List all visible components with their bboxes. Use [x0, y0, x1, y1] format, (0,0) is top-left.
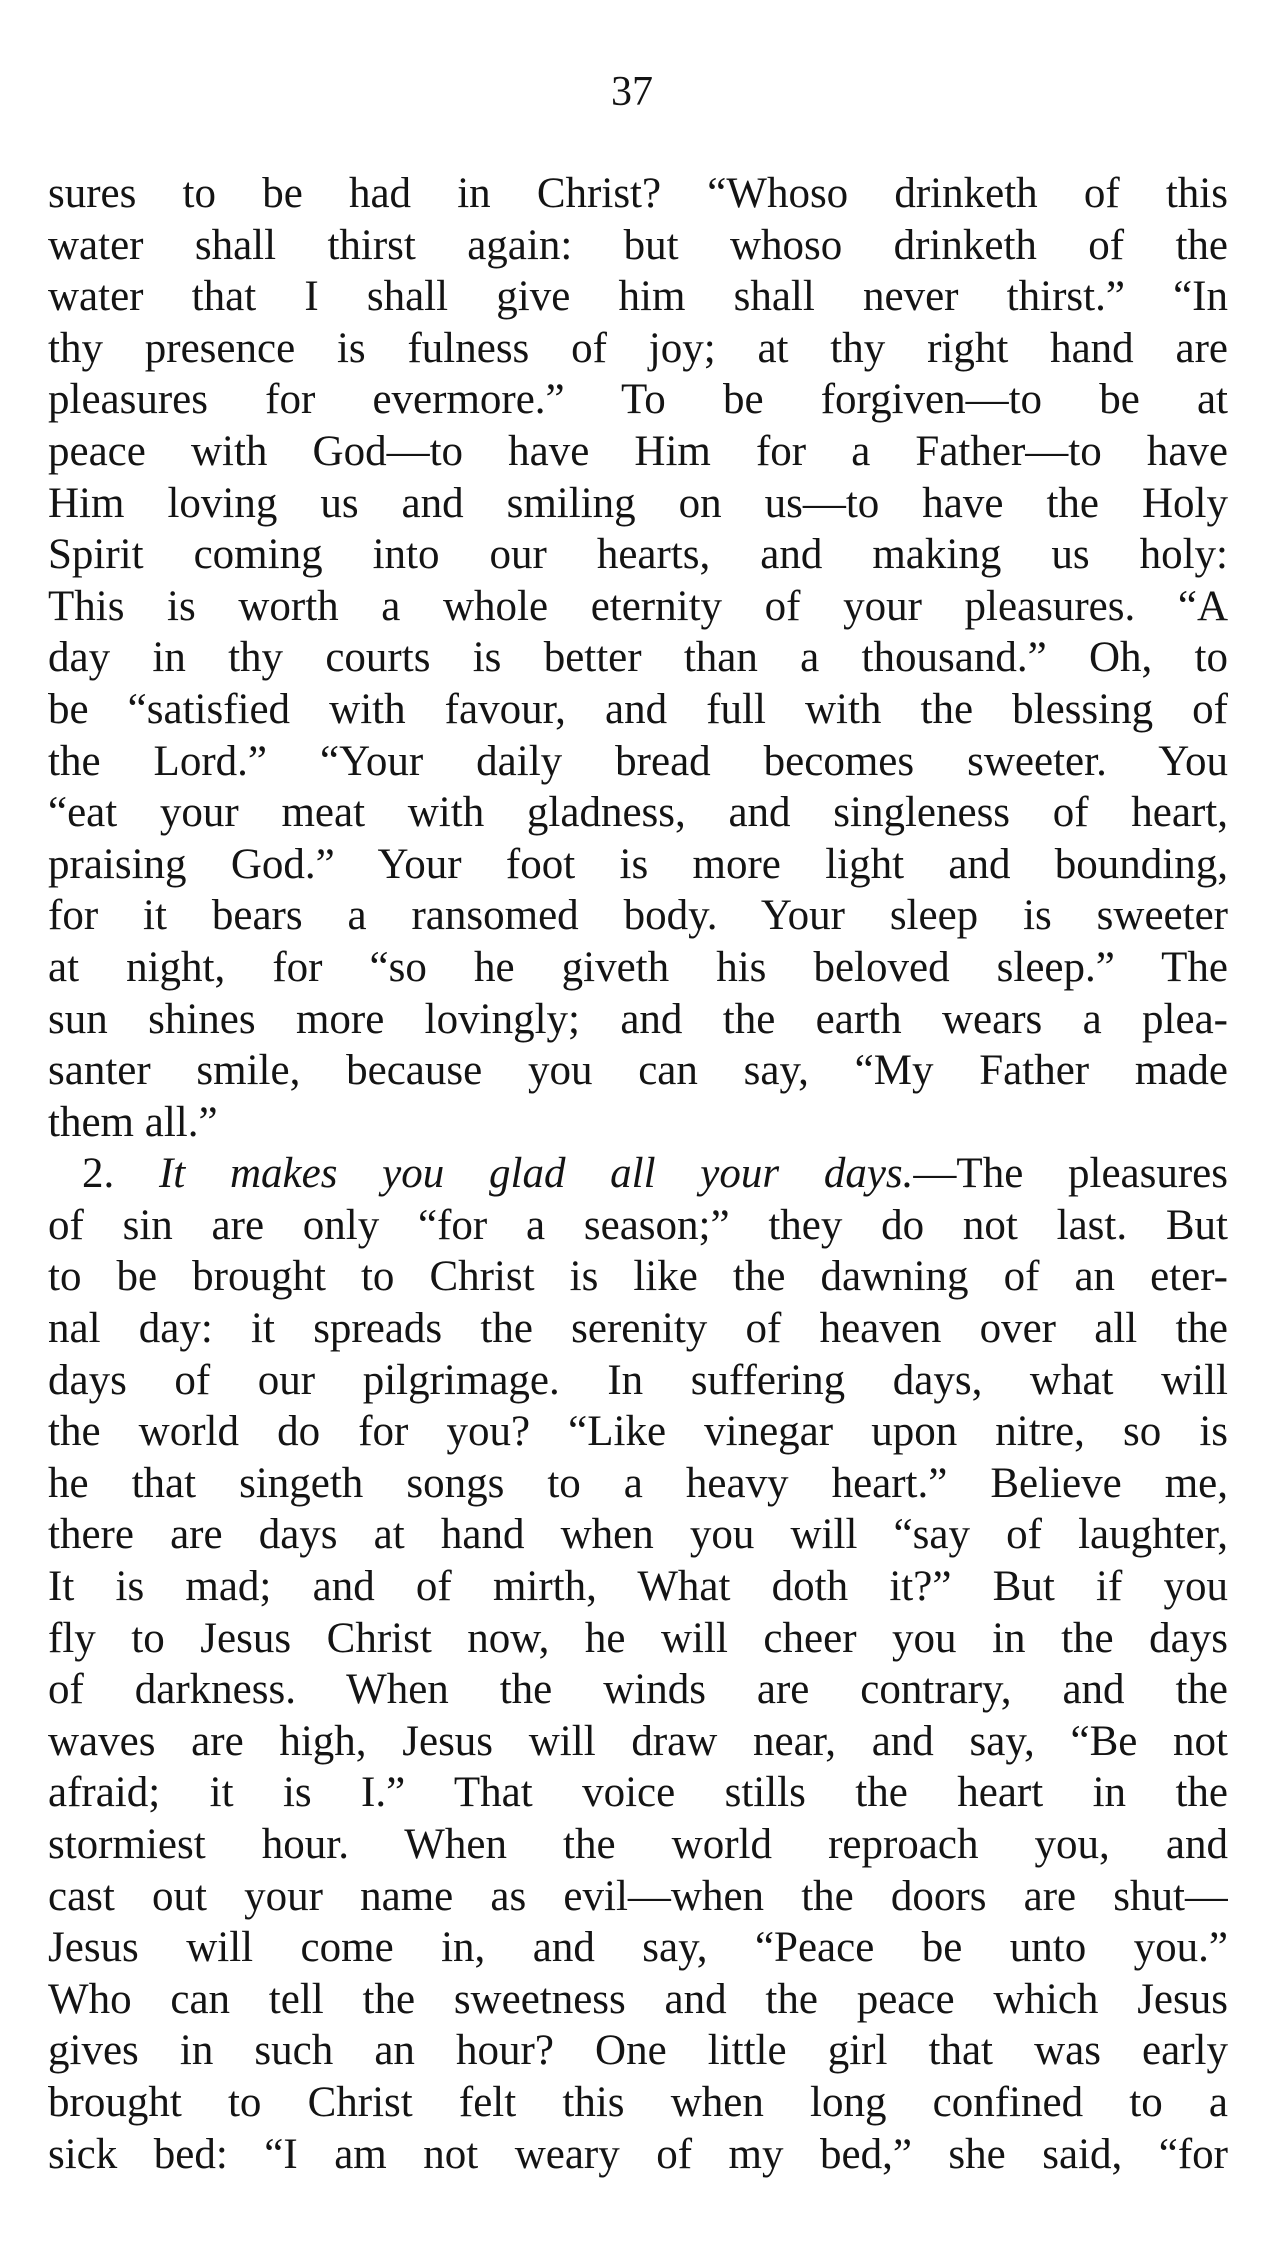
page-number: 37: [611, 69, 653, 115]
paragraph-1: [48, 168, 1228, 1148]
text-fragment: —The pleasures: [913, 1150, 1228, 1198]
text-line: them all.”: [48, 1098, 218, 1146]
text-line: water shall thirst again: but whoso drinketh of the: [48, 221, 1228, 269]
text-line: praising God.” Your foot is more light and bounding,: [48, 840, 1228, 888]
text-line: at night, for “so he giveth his beloved sleep.” The: [48, 943, 1228, 991]
text-line: for it bears a ransomed body. Your sleep is sweeter: [48, 892, 1228, 940]
text-line: the Lord.” “Your daily bread becomes sweeter. You: [48, 737, 1228, 785]
text-line: stormiest hour. When the world reproach you, and: [48, 1821, 1228, 1868]
text-line: fly to Jesus Christ now, he will cheer you in the days: [48, 1614, 1228, 1662]
text-line: Jesus will come in, and say, “Peace be unto you.”: [48, 1924, 1228, 1972]
paragraph-heading-line: [48, 1148, 1228, 1200]
text-line: sures to be had in Christ? “Whoso drinketh of this: [48, 170, 1228, 217]
text-line: there are days at hand when you will “say of laughter,: [48, 1511, 1228, 1559]
text-line: Spirit coming into our hearts, and making us holy:: [48, 531, 1228, 579]
text-line: Him loving us and smiling on us—to have the Holy: [48, 479, 1228, 527]
text-line: It is mad; and of mirth, What doth it?” But if you: [48, 1563, 1228, 1611]
text-line: sun shines more lovingly; and the earth wears a plea-: [48, 995, 1228, 1043]
text-line: day in thy courts is better than a thousand.” Oh, to: [48, 634, 1228, 682]
text-line: santer smile, because you can say, “My Father made: [48, 1047, 1228, 1095]
text-line: nal day: it spreads the serenity of heaven over all the: [48, 1305, 1228, 1353]
text-line: peace with God—to have Him for a Father—to have: [48, 427, 1228, 475]
text-line: to be brought to Christ is like the dawning of an eter-: [48, 1253, 1228, 1301]
text-line: thy presence is fulness of joy; at thy right hand are: [48, 324, 1228, 372]
text-line: of sin are only “for a season;” they do not last. But: [48, 1201, 1228, 1249]
text-line: Who can tell the sweetness and the peace which Jesus: [48, 1975, 1228, 2023]
text-line: afraid; it is I.” That voice stills the heart in the: [48, 1769, 1228, 1817]
text-line: of darkness. When the winds are contrary, and the: [48, 1666, 1228, 1714]
text-line: waves are high, Jesus will draw near, and say, “Be not: [48, 1717, 1228, 1765]
text-line: gives in such an hour? One little girl that was early: [48, 2027, 1228, 2075]
text-line: be “satisfied with favour, and full with the blessing of: [48, 685, 1228, 733]
text-line: the world do for you? “Like vinegar upon nitre, so is: [48, 1408, 1228, 1456]
text-line: cast out your name as evil—when the doors are shut—: [48, 1872, 1228, 1920]
paragraph-2: [48, 1148, 1228, 2180]
text-line: brought to Christ felt this when long confined to a: [48, 2078, 1228, 2126]
section-heading: It makes you glad all your days.: [158, 1150, 914, 1198]
text-line: he that singeth songs to a heavy heart.” Believe me,: [48, 1459, 1228, 1507]
text-line: water that I shall give him shall never thirst.” “In: [48, 273, 1228, 321]
text-line: days of our pilgrimage. In suffering days, what will: [48, 1356, 1228, 1404]
text-line: sick bed: “I am not weary of my bed,” she said, “for: [48, 2130, 1228, 2178]
text-line: pleasures for evermore.” To be forgiven—to be at: [48, 376, 1228, 424]
section-number: 2.: [82, 1150, 115, 1198]
text-line: This is worth a whole eternity of your pleasures. “A: [48, 582, 1228, 630]
text-line: “eat your meat with gladness, and singleness of heart,: [48, 789, 1228, 837]
body-text: [48, 168, 1228, 2180]
